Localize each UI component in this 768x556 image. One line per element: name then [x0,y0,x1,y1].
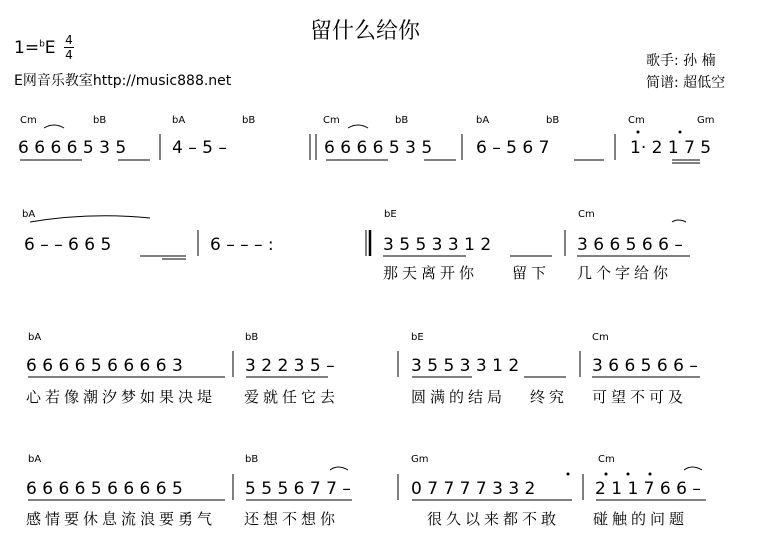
lyric: 那天离开你 [383,264,479,282]
measure-notes: 5 5 5 6 7 7 – [245,479,351,499]
lyric: 爱就任它去 [244,388,340,406]
lyric: 终究 [530,388,569,406]
chord: bA [172,115,186,126]
tie [30,216,150,222]
measure-notes: 3 6 6 5 6 6 – [577,235,683,255]
measure-notes: 3 5 5 3 3 1 2 [411,356,520,376]
key-prefix: 1= [14,38,40,58]
chord: bB [245,332,259,343]
chord: bB [395,115,409,126]
octave-dot [649,473,652,476]
octave-dot [637,131,640,134]
chord: Cm [578,209,595,220]
flat-sign: b [39,39,45,50]
key-letter: E [44,38,56,58]
measure-notes: 6 – 5 6 7 [476,138,550,158]
chord: bB [242,115,256,126]
chord: bA [476,115,490,126]
page-title: 留什么给你 [310,19,421,44]
measure-notes: 6 6 6 6 5 6 6 6 6 5 [26,479,183,499]
website-credit: E网音乐教室http://music888.net [14,73,232,89]
singer-credit: 歌手: 孙 楠 [646,53,716,69]
chord: Cm [592,332,609,343]
measure-notes: 3 2 2 3 5 – [245,356,335,376]
chord: bE [411,332,424,343]
chord: bB [93,115,107,126]
chord: Cm [20,115,37,126]
lyric: 留下 [512,264,551,282]
lyric: 圆满的结局 [411,388,507,406]
lyric: 可望不可及 [592,388,688,406]
lyric: 几个字给你 [577,264,673,282]
measure-notes: 6 6 6 6 5 6 6 6 6 3 [26,356,183,376]
measure-notes: 6 6 6 6 5 3 5 [18,138,127,158]
slur [330,467,348,470]
chord: bA [22,209,36,220]
slur [348,125,368,128]
lyric: 还想不想你 [244,510,340,528]
chord: bA [28,454,42,465]
chord: bB [546,115,560,126]
chord: Cm [323,115,340,126]
octave-dot [627,473,630,476]
chord: Gm [411,454,429,465]
slur [672,220,686,222]
measure-notes: 3 6 6 5 6 6 – [592,356,698,376]
lyric: 碰触的问题 [593,510,689,528]
measure-notes: 6 – – 6 6 5 [24,235,112,255]
time-beats: 4 [65,33,73,47]
slur [44,125,64,128]
slur [684,467,702,470]
chord: Cm [628,115,645,126]
transcriber-credit: 简谱: 超低空 [646,75,726,91]
time-unit: 4 [65,48,73,62]
chord: Gm [697,115,715,126]
measure-notes: 3 5 5 3 3 1 2 [383,235,492,255]
octave-dot [679,131,682,134]
chord: bB [245,454,259,465]
octave-dot [605,473,608,476]
measure-notes: 6 – – – : [210,235,274,255]
measure-notes: 6 6 6 6 5 3 5 [324,138,433,158]
measure-notes: 2 1 1 7 6 6 – [595,479,701,499]
measure-notes: 1· 2 1 7 5 [630,138,712,158]
chord: bE [384,209,397,220]
octave-dot [567,473,570,476]
lyric: 心若像潮汐梦如果决堤 [26,388,217,406]
chord: bA [28,332,42,343]
measure-notes: 4 – 5 – [172,138,227,158]
measure-notes: 0 7 7 7 7 3 3 2 [411,479,536,499]
lyric: 感情要休息流浪要勇气 [26,510,217,528]
lyric: 很久以来都不敢 [427,510,561,528]
chord: Cm [598,454,615,465]
